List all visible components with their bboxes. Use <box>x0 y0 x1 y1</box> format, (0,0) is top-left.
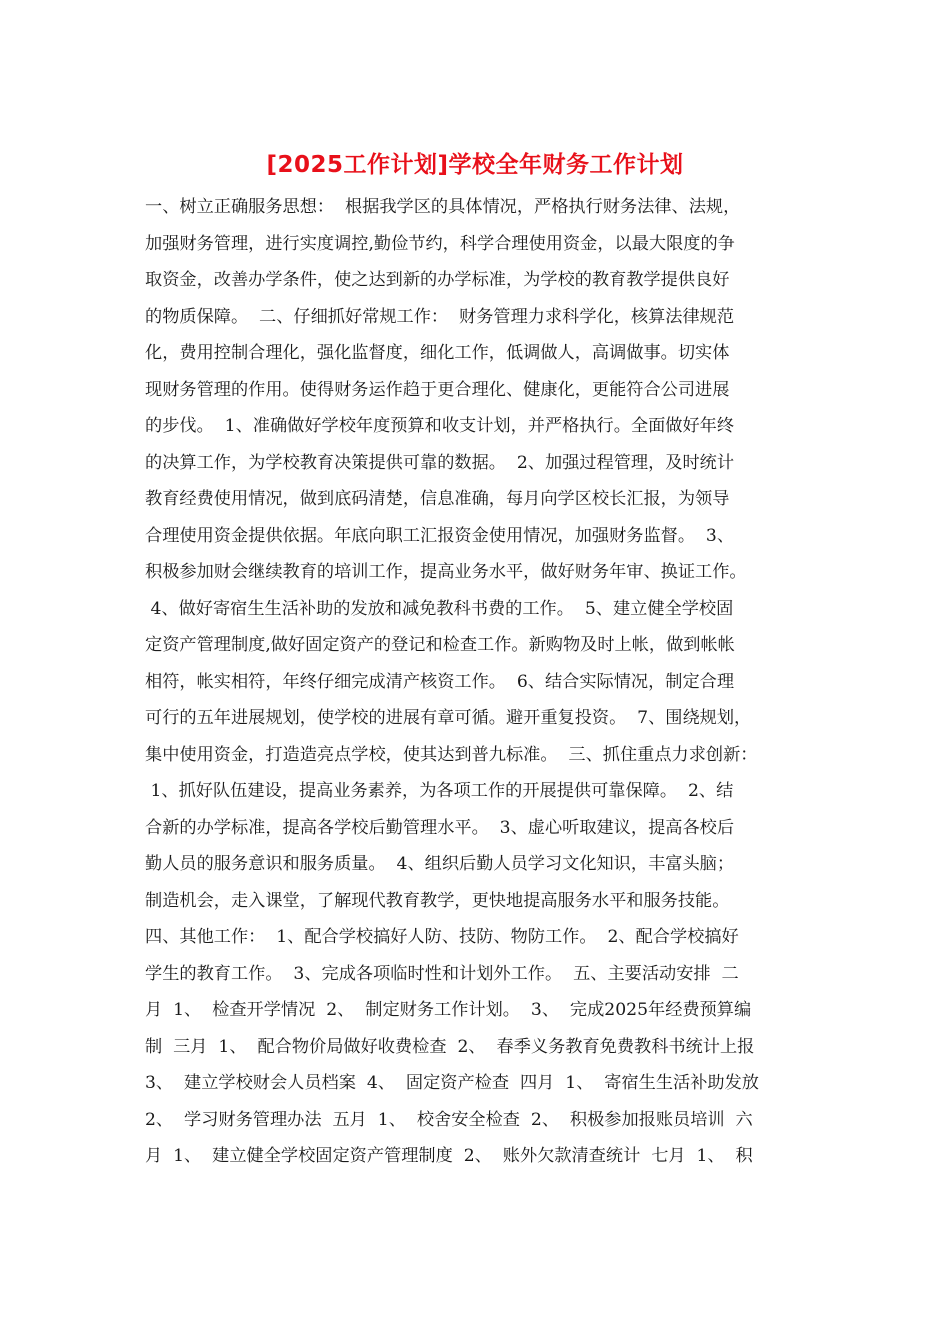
body-text-line: 一、树立正确服务思想： 根据我学区的具体情况，严格执行财务法律、法规， <box>145 197 741 217</box>
body-text-line: 1、抓好队伍建设，提高业务素养，为各项工作的开展提供可靠保障。 2、结 <box>145 781 734 801</box>
body-text-line: 集中使用资金，打造造亮点学校，使其达到普九标准。 三、抓住重点力求创新： <box>145 744 758 765</box>
body-text-line: 制 三月 1、 配合物价局做好收费检查 2、 春季义务教育免费教科书统计上报 <box>145 1036 755 1057</box>
body-text-line: 学生的教育工作。 3、完成各项临时性和计划外工作。 五、主要活动安排 二 <box>145 963 739 984</box>
body-text-line: 的物质保障。 二、仔细抓好常规工作： 财务管理力求科学化，核算法律规范 <box>145 306 735 327</box>
body-text-line: 3、 建立学校财会人员档案 4、 固定资产检查 四月 1、 寄宿生生活补助发放 <box>145 1073 759 1093</box>
body-text-line: 积极参加财会继续教育的培训工作，提高业务水平，做好财务年审、换证工作。 <box>145 562 747 582</box>
body-text-line: 2、 学习财务管理办法 五月 1、 校舍安全检查 2、 积极参加报账员培训 六 <box>145 1109 753 1130</box>
body-text-line: 加强财务管理，进行实度调控,勤俭节约，科学合理使用资金，以最大限度的争 <box>145 233 735 254</box>
body-text-line: 相符，帐实相符，年终仔细完成清产核资工作。 6、结合实际情况，制定合理 <box>145 671 735 692</box>
body-text-line: 制造机会，走入课堂，了解现代教育教学，更快地提高服务水平和服务技能。 <box>145 890 730 911</box>
body-text-line: 四、其他工作： 1、配合学校搞好人防、技防、物防工作。 2、配合学校搞好 <box>145 927 739 947</box>
body-text-line: 合理使用资金提供依据。年底向职工汇报资金使用情况，加强财务监督。 3、 <box>145 525 735 546</box>
body-text-line: 的步伐。 1、准确做好学校年度预算和收支计划，并严格执行。全面做好年终 <box>145 416 735 436</box>
body-text-line: 4、做好寄宿生生活补助的发放和减免教科书费的工作。 5、建立健全学校固 <box>145 598 734 619</box>
document-title: [2025工作计划]学校全年财务工作计划 <box>266 152 684 178</box>
document-body <box>145 189 825 1175</box>
body-text-line: 月 1、 建立健全学校固定资产管理制度 2、 账外欠款清查统计 七月 1、 积 <box>145 1146 753 1166</box>
body-text-line: 的决算工作，为学校教育决策提供可靠的数据。 2、加强过程管理，及时统计 <box>145 452 735 473</box>
body-text-line: 月 1、 检查开学情况 2、 制定财务工作计划。 3、 完成2025年经费预算编 <box>145 1000 752 1020</box>
body-text-line: 教育经费使用情况，做到底码清楚，信息准确，每月向学区校长汇报，为领导 <box>145 489 730 509</box>
body-text-line: 合新的办学标准，提高各学校后勤管理水平。 3、虚心听取建议，提高各校后 <box>145 817 735 838</box>
body-text-line: 定资产管理制度,做好固定资产的登记和检查工作。新购物及时上帐，做到帐帐 <box>145 635 735 655</box>
body-text-line: 可行的五年进展规划，使学校的进展有章可循。避开重复投资。 7、围绕规划， <box>145 708 752 728</box>
body-text-line: 现财务管理的作用。使得财务运作趋于更合理化、健康化，更能符合公司进展 <box>145 379 730 400</box>
body-text-line: 化，费用控制合理化，强化监督度，细化工作，低调做人，高调做事。切实体 <box>145 343 730 363</box>
body-text-line: 勤人员的服务意识和服务质量。 4、组织后勤人员学习文化知识，丰富头脑； <box>145 854 735 874</box>
body-text-line: 取资金，改善办学条件，使之达到新的办学标准，为学校的教育教学提供良好 <box>145 270 730 290</box>
